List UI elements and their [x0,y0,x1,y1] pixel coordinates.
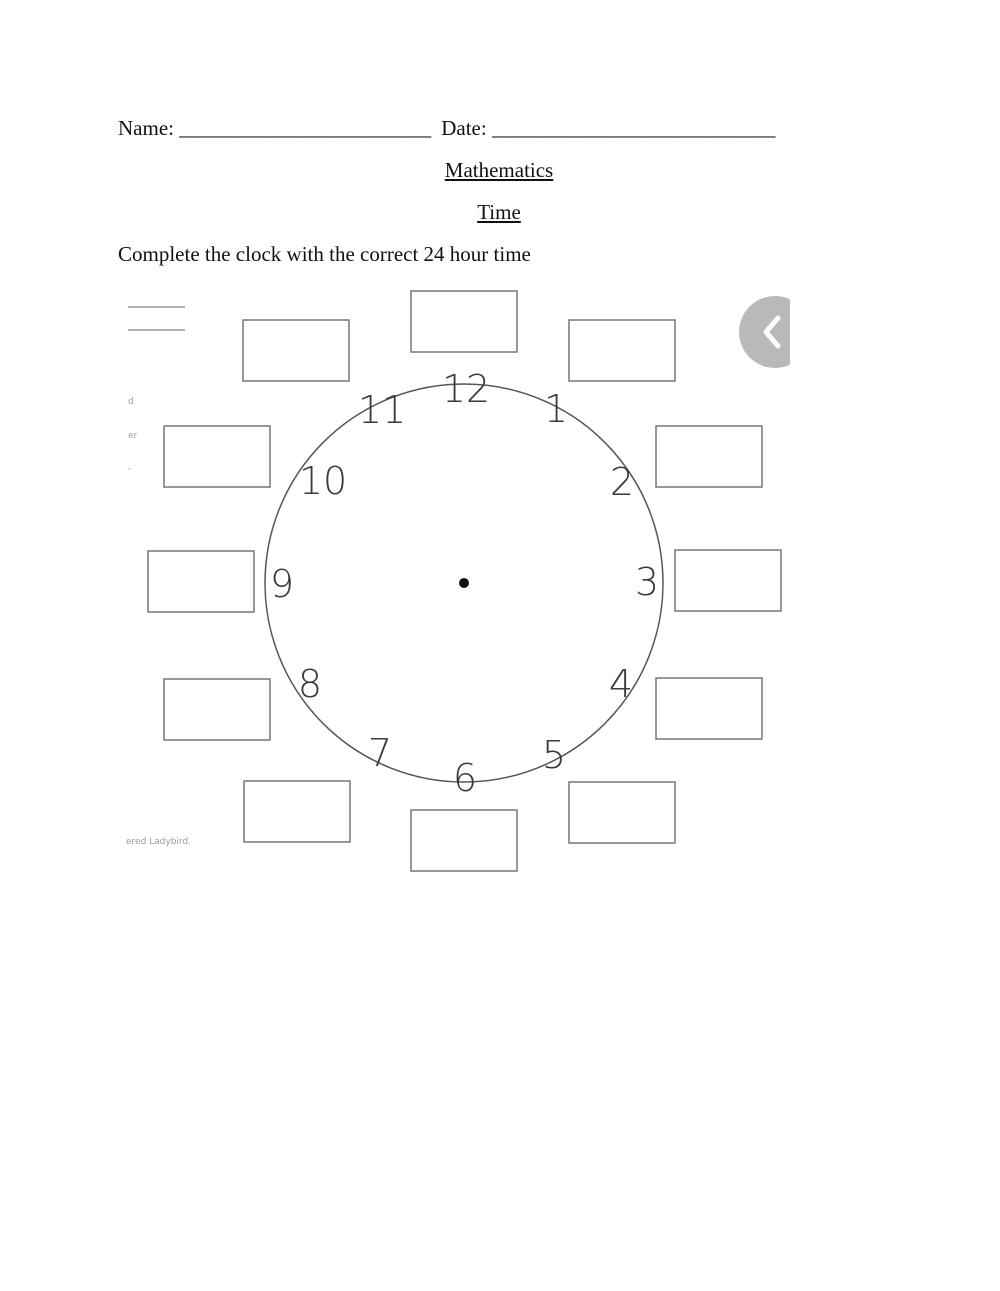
answer-box-12[interactable] [411,291,517,352]
answer-box-5[interactable] [569,782,675,843]
clock-center-dot [459,578,469,588]
answer-box-9[interactable] [148,551,254,612]
name-label: Name: ________________________ [118,116,432,140]
subject-heading: Mathematics [444,158,554,182]
back-button[interactable] [739,296,790,368]
background-fragment: - [128,464,132,474]
answer-box-8[interactable] [164,679,270,740]
answer-box-11[interactable] [243,320,349,381]
hour-number-6: 6 [452,756,478,800]
answer-box-7[interactable] [244,781,350,842]
answer-box-6[interactable] [411,810,517,871]
date-label: Date: ___________________________ [441,116,776,140]
answer-box-1[interactable] [569,320,675,381]
background-fragment: d [128,397,134,407]
hour-number-9: 9 [269,562,295,606]
hour-number-10: 10 [298,459,348,503]
hour-number-11: 11 [357,388,407,432]
topic-heading: Time [477,200,521,224]
background-fragment: er [128,431,138,441]
hour-number-4: 4 [608,662,634,706]
hour-number-2: 2 [609,460,635,504]
credit-text: ered Ladybird. [126,837,192,847]
answer-box-10[interactable] [164,426,270,487]
hour-number-5: 5 [541,733,567,777]
instruction-text: Complete the clock with the correct 24 hour time [118,242,531,266]
hour-number-12: 12 [441,367,491,411]
name-date-line [118,116,775,141]
hour-number-7: 7 [367,731,393,775]
answer-box-3[interactable] [675,550,781,611]
answer-box-2[interactable] [656,426,762,487]
hour-number-8: 8 [297,662,323,706]
hour-number-3: 3 [634,560,660,604]
answer-box-4[interactable] [656,678,762,739]
clock-worksheet-image [118,283,790,883]
hour-number-1: 1 [543,387,569,431]
